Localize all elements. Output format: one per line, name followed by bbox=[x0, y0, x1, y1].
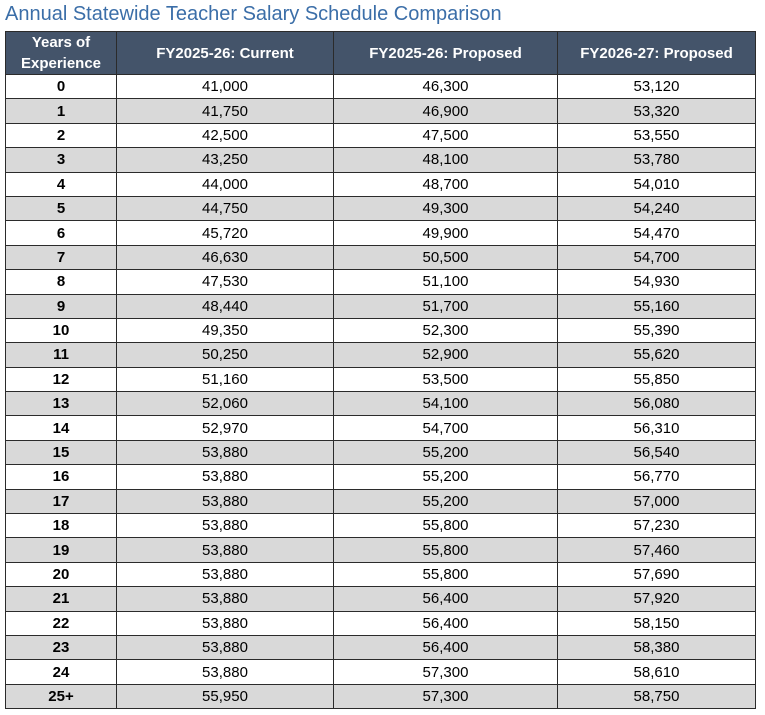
header-fy2025-26-proposed: FY2025-26: Proposed bbox=[334, 32, 558, 75]
fy2025-26-current-cell: 52,970 bbox=[117, 416, 334, 440]
fy2025-26-current-cell: 55,950 bbox=[117, 684, 334, 708]
salary-schedule-table bbox=[5, 31, 756, 709]
fy2025-26-proposed-cell: 52,900 bbox=[334, 343, 558, 367]
fy2025-26-current-cell: 45,720 bbox=[117, 221, 334, 245]
fy2025-26-proposed-cell: 55,800 bbox=[334, 514, 558, 538]
fy2026-27-proposed-cell: 53,120 bbox=[558, 75, 756, 99]
fy2025-26-current-cell: 53,880 bbox=[117, 538, 334, 562]
years-cell: 5 bbox=[6, 196, 117, 220]
table-row bbox=[6, 392, 756, 416]
table-row bbox=[6, 318, 756, 342]
fy2025-26-current-cell: 53,880 bbox=[117, 440, 334, 464]
years-cell: 18 bbox=[6, 514, 117, 538]
fy2025-26-proposed-cell: 55,800 bbox=[334, 562, 558, 586]
fy2025-26-proposed-cell: 55,200 bbox=[334, 465, 558, 489]
fy2025-26-proposed-cell: 51,700 bbox=[334, 294, 558, 318]
table-row bbox=[6, 440, 756, 464]
table-row bbox=[6, 245, 756, 269]
table-row bbox=[6, 294, 756, 318]
fy2025-26-current-cell: 53,880 bbox=[117, 611, 334, 635]
fy2025-26-current-cell: 46,630 bbox=[117, 245, 334, 269]
years-cell: 0 bbox=[6, 75, 117, 99]
years-cell: 3 bbox=[6, 148, 117, 172]
fy2025-26-proposed-cell: 57,300 bbox=[334, 684, 558, 708]
table-row bbox=[6, 148, 756, 172]
fy2025-26-proposed-cell: 52,300 bbox=[334, 318, 558, 342]
table-row bbox=[6, 196, 756, 220]
table-row bbox=[6, 75, 756, 99]
years-cell: 13 bbox=[6, 392, 117, 416]
fy2026-27-proposed-cell: 55,620 bbox=[558, 343, 756, 367]
years-cell: 4 bbox=[6, 172, 117, 196]
fy2025-26-proposed-cell: 56,400 bbox=[334, 635, 558, 659]
fy2026-27-proposed-cell: 54,930 bbox=[558, 270, 756, 294]
fy2025-26-proposed-cell: 56,400 bbox=[334, 587, 558, 611]
fy2026-27-proposed-cell: 55,160 bbox=[558, 294, 756, 318]
fy2026-27-proposed-cell: 55,850 bbox=[558, 367, 756, 391]
table-header-row bbox=[6, 32, 756, 75]
table-row bbox=[6, 660, 756, 684]
fy2025-26-current-cell: 53,880 bbox=[117, 635, 334, 659]
years-cell: 22 bbox=[6, 611, 117, 635]
fy2026-27-proposed-cell: 57,920 bbox=[558, 587, 756, 611]
years-cell: 1 bbox=[6, 99, 117, 123]
fy2026-27-proposed-cell: 56,540 bbox=[558, 440, 756, 464]
fy2025-26-proposed-cell: 49,900 bbox=[334, 221, 558, 245]
fy2026-27-proposed-cell: 56,770 bbox=[558, 465, 756, 489]
years-cell: 14 bbox=[6, 416, 117, 440]
fy2025-26-current-cell: 41,000 bbox=[117, 75, 334, 99]
fy2026-27-proposed-cell: 54,700 bbox=[558, 245, 756, 269]
fy2025-26-proposed-cell: 49,300 bbox=[334, 196, 558, 220]
fy2026-27-proposed-cell: 54,240 bbox=[558, 196, 756, 220]
years-cell: 15 bbox=[6, 440, 117, 464]
years-cell: 2 bbox=[6, 123, 117, 147]
table-row bbox=[6, 123, 756, 147]
fy2025-26-current-cell: 44,000 bbox=[117, 172, 334, 196]
table-row bbox=[6, 489, 756, 513]
fy2025-26-current-cell: 50,250 bbox=[117, 343, 334, 367]
fy2025-26-current-cell: 53,880 bbox=[117, 587, 334, 611]
fy2026-27-proposed-cell: 57,000 bbox=[558, 489, 756, 513]
fy2025-26-proposed-cell: 55,800 bbox=[334, 538, 558, 562]
fy2025-26-proposed-cell: 46,300 bbox=[334, 75, 558, 99]
table-row bbox=[6, 270, 756, 294]
table-row bbox=[6, 465, 756, 489]
fy2026-27-proposed-cell: 53,780 bbox=[558, 148, 756, 172]
page-title: Annual Statewide Teacher Salary Schedule Comparison bbox=[5, 3, 502, 25]
fy2026-27-proposed-cell: 53,550 bbox=[558, 123, 756, 147]
table-row bbox=[6, 611, 756, 635]
years-cell: 12 bbox=[6, 367, 117, 391]
fy2026-27-proposed-cell: 58,610 bbox=[558, 660, 756, 684]
table-row bbox=[6, 684, 756, 708]
table-row bbox=[6, 221, 756, 245]
years-cell: 24 bbox=[6, 660, 117, 684]
fy2025-26-current-cell: 44,750 bbox=[117, 196, 334, 220]
header-fy2026-27-proposed: FY2026-27: Proposed bbox=[558, 32, 756, 75]
fy2025-26-proposed-cell: 55,200 bbox=[334, 440, 558, 464]
years-cell: 19 bbox=[6, 538, 117, 562]
fy2025-26-current-cell: 48,440 bbox=[117, 294, 334, 318]
fy2026-27-proposed-cell: 55,390 bbox=[558, 318, 756, 342]
table-row bbox=[6, 514, 756, 538]
years-cell: 20 bbox=[6, 562, 117, 586]
fy2025-26-current-cell: 53,880 bbox=[117, 660, 334, 684]
fy2026-27-proposed-cell: 57,690 bbox=[558, 562, 756, 586]
fy2025-26-current-cell: 41,750 bbox=[117, 99, 334, 123]
fy2026-27-proposed-cell: 58,380 bbox=[558, 635, 756, 659]
fy2026-27-proposed-cell: 56,310 bbox=[558, 416, 756, 440]
fy2025-26-proposed-cell: 48,700 bbox=[334, 172, 558, 196]
fy2025-26-proposed-cell: 51,100 bbox=[334, 270, 558, 294]
fy2025-26-current-cell: 53,880 bbox=[117, 489, 334, 513]
fy2026-27-proposed-cell: 58,750 bbox=[558, 684, 756, 708]
years-cell: 6 bbox=[6, 221, 117, 245]
table-row bbox=[6, 99, 756, 123]
fy2025-26-proposed-cell: 47,500 bbox=[334, 123, 558, 147]
years-cell: 9 bbox=[6, 294, 117, 318]
fy2025-26-current-cell: 53,880 bbox=[117, 514, 334, 538]
table-row bbox=[6, 587, 756, 611]
table-body bbox=[6, 75, 756, 709]
header-years-of-experience: Years of Experience bbox=[6, 32, 117, 75]
table-row bbox=[6, 416, 756, 440]
fy2026-27-proposed-cell: 53,320 bbox=[558, 99, 756, 123]
fy2025-26-proposed-cell: 50,500 bbox=[334, 245, 558, 269]
years-cell: 10 bbox=[6, 318, 117, 342]
table-row bbox=[6, 172, 756, 196]
table-row bbox=[6, 538, 756, 562]
years-cell: 17 bbox=[6, 489, 117, 513]
fy2025-26-proposed-cell: 54,700 bbox=[334, 416, 558, 440]
years-cell: 7 bbox=[6, 245, 117, 269]
fy2026-27-proposed-cell: 57,460 bbox=[558, 538, 756, 562]
fy2025-26-proposed-cell: 54,100 bbox=[334, 392, 558, 416]
fy2025-26-current-cell: 49,350 bbox=[117, 318, 334, 342]
fy2025-26-current-cell: 51,160 bbox=[117, 367, 334, 391]
years-cell: 11 bbox=[6, 343, 117, 367]
table-row bbox=[6, 635, 756, 659]
years-cell: 25+ bbox=[6, 684, 117, 708]
fy2025-26-current-cell: 53,880 bbox=[117, 465, 334, 489]
years-cell: 21 bbox=[6, 587, 117, 611]
years-cell: 8 bbox=[6, 270, 117, 294]
fy2025-26-proposed-cell: 53,500 bbox=[334, 367, 558, 391]
fy2026-27-proposed-cell: 54,010 bbox=[558, 172, 756, 196]
fy2026-27-proposed-cell: 56,080 bbox=[558, 392, 756, 416]
fy2026-27-proposed-cell: 57,230 bbox=[558, 514, 756, 538]
fy2025-26-proposed-cell: 48,100 bbox=[334, 148, 558, 172]
table-row bbox=[6, 367, 756, 391]
table-row bbox=[6, 343, 756, 367]
fy2025-26-proposed-cell: 46,900 bbox=[334, 99, 558, 123]
years-cell: 16 bbox=[6, 465, 117, 489]
years-cell: 23 bbox=[6, 635, 117, 659]
fy2026-27-proposed-cell: 58,150 bbox=[558, 611, 756, 635]
fy2025-26-proposed-cell: 57,300 bbox=[334, 660, 558, 684]
fy2025-26-proposed-cell: 56,400 bbox=[334, 611, 558, 635]
fy2025-26-current-cell: 47,530 bbox=[117, 270, 334, 294]
fy2025-26-current-cell: 52,060 bbox=[117, 392, 334, 416]
fy2025-26-current-cell: 53,880 bbox=[117, 562, 334, 586]
table-row bbox=[6, 562, 756, 586]
fy2026-27-proposed-cell: 54,470 bbox=[558, 221, 756, 245]
fy2025-26-current-cell: 42,500 bbox=[117, 123, 334, 147]
fy2025-26-proposed-cell: 55,200 bbox=[334, 489, 558, 513]
header-fy2025-26-current: FY2025-26: Current bbox=[117, 32, 334, 75]
fy2025-26-current-cell: 43,250 bbox=[117, 148, 334, 172]
